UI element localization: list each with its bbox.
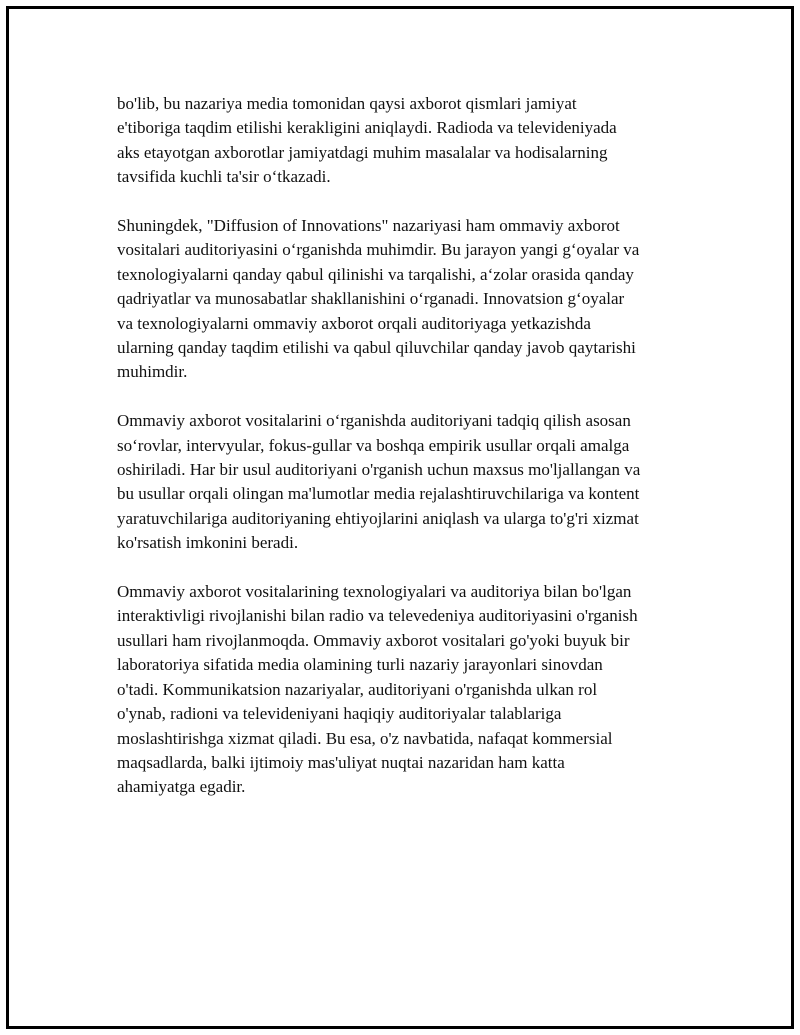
paragraph-4: Ommaviy axborot vositalarining texnologiyalari va auditoriya bilan bo'lgan interaktivligi rivojlanishi bilan radio va televedeniya auditoriyasini o'rganish usullari ham rivojlanmoqda. Ommaviy axborot vositalari go'yoki buyuk bir laboratoriya sifatida media olamining turli nazariy jarayonlari sinovdan o'tadi. Kommunikatsion nazariyalar, auditoriyani o'rganishda ulkan rol o'ynab, radioni va televideniyani haqiqiy auditoriyalar talablariga moslashtirishga xizmat qiladi. Bu esa, o'z navbatida, nafaqat kommersial maqsadlarda, balki ijtimoiy mas'uliyat nuqtai nazaridan ham katta ahamiyatga egadir. bbox=[117, 582, 638, 797]
paragraph-3: Ommaviy axborot vositalarini o‘rganishda auditoriyani tadqiq qilish asosan so‘rovlar, intervyular, fokus-gullar va boshqa empirik usullar orqali amalga oshiriladi. Har bir usul auditoriyani o'rganish uchun maxsus mo'ljallangan va bu usullar orqali olingan ma'lumotlar media rejalashtiruvchilariga va kontent yaratuvchilariga auditoriyaning ehtiyojlarini aniqlash va ularga to'g'ri xizmat ko'rsatish imkonini beradi. bbox=[117, 411, 641, 553]
document-body bbox=[117, 92, 697, 800]
paragraph-2: Shuningdek, "Diffusion of Innovations" nazariyasi ham ommaviy axborot vositalari auditoriyasini o‘rganishda muhimdir. Bu jarayon yangi g‘oyalar va texnologiyalarni qanday qabul qilinishi va tarqalishi, a‘zolar orasida qanday qadriyatlar va munosabatlar shakllanishini o‘rganadi. Innovatsion g‘oyalar va texnologiyalarni ommaviy axborot orqali auditoriyaga yetkazishda ularning qanday taqdim etilishi va qabul qiluvchilar qanday javob qaytarishi muhimdir. bbox=[117, 216, 640, 382]
paragraph-1: bo'lib, bu nazariya media tomonidan qaysi axborot qismlari jamiyat e'tiboriga taqdim etilishi kerakligini aniqlaydi. Radioda va televideniyada aks etayotgan axborotlar jamiyatdagi muhim masalalar va hodisalarning tavsifida kuchli ta'sir o‘tkazadi. bbox=[117, 94, 617, 187]
